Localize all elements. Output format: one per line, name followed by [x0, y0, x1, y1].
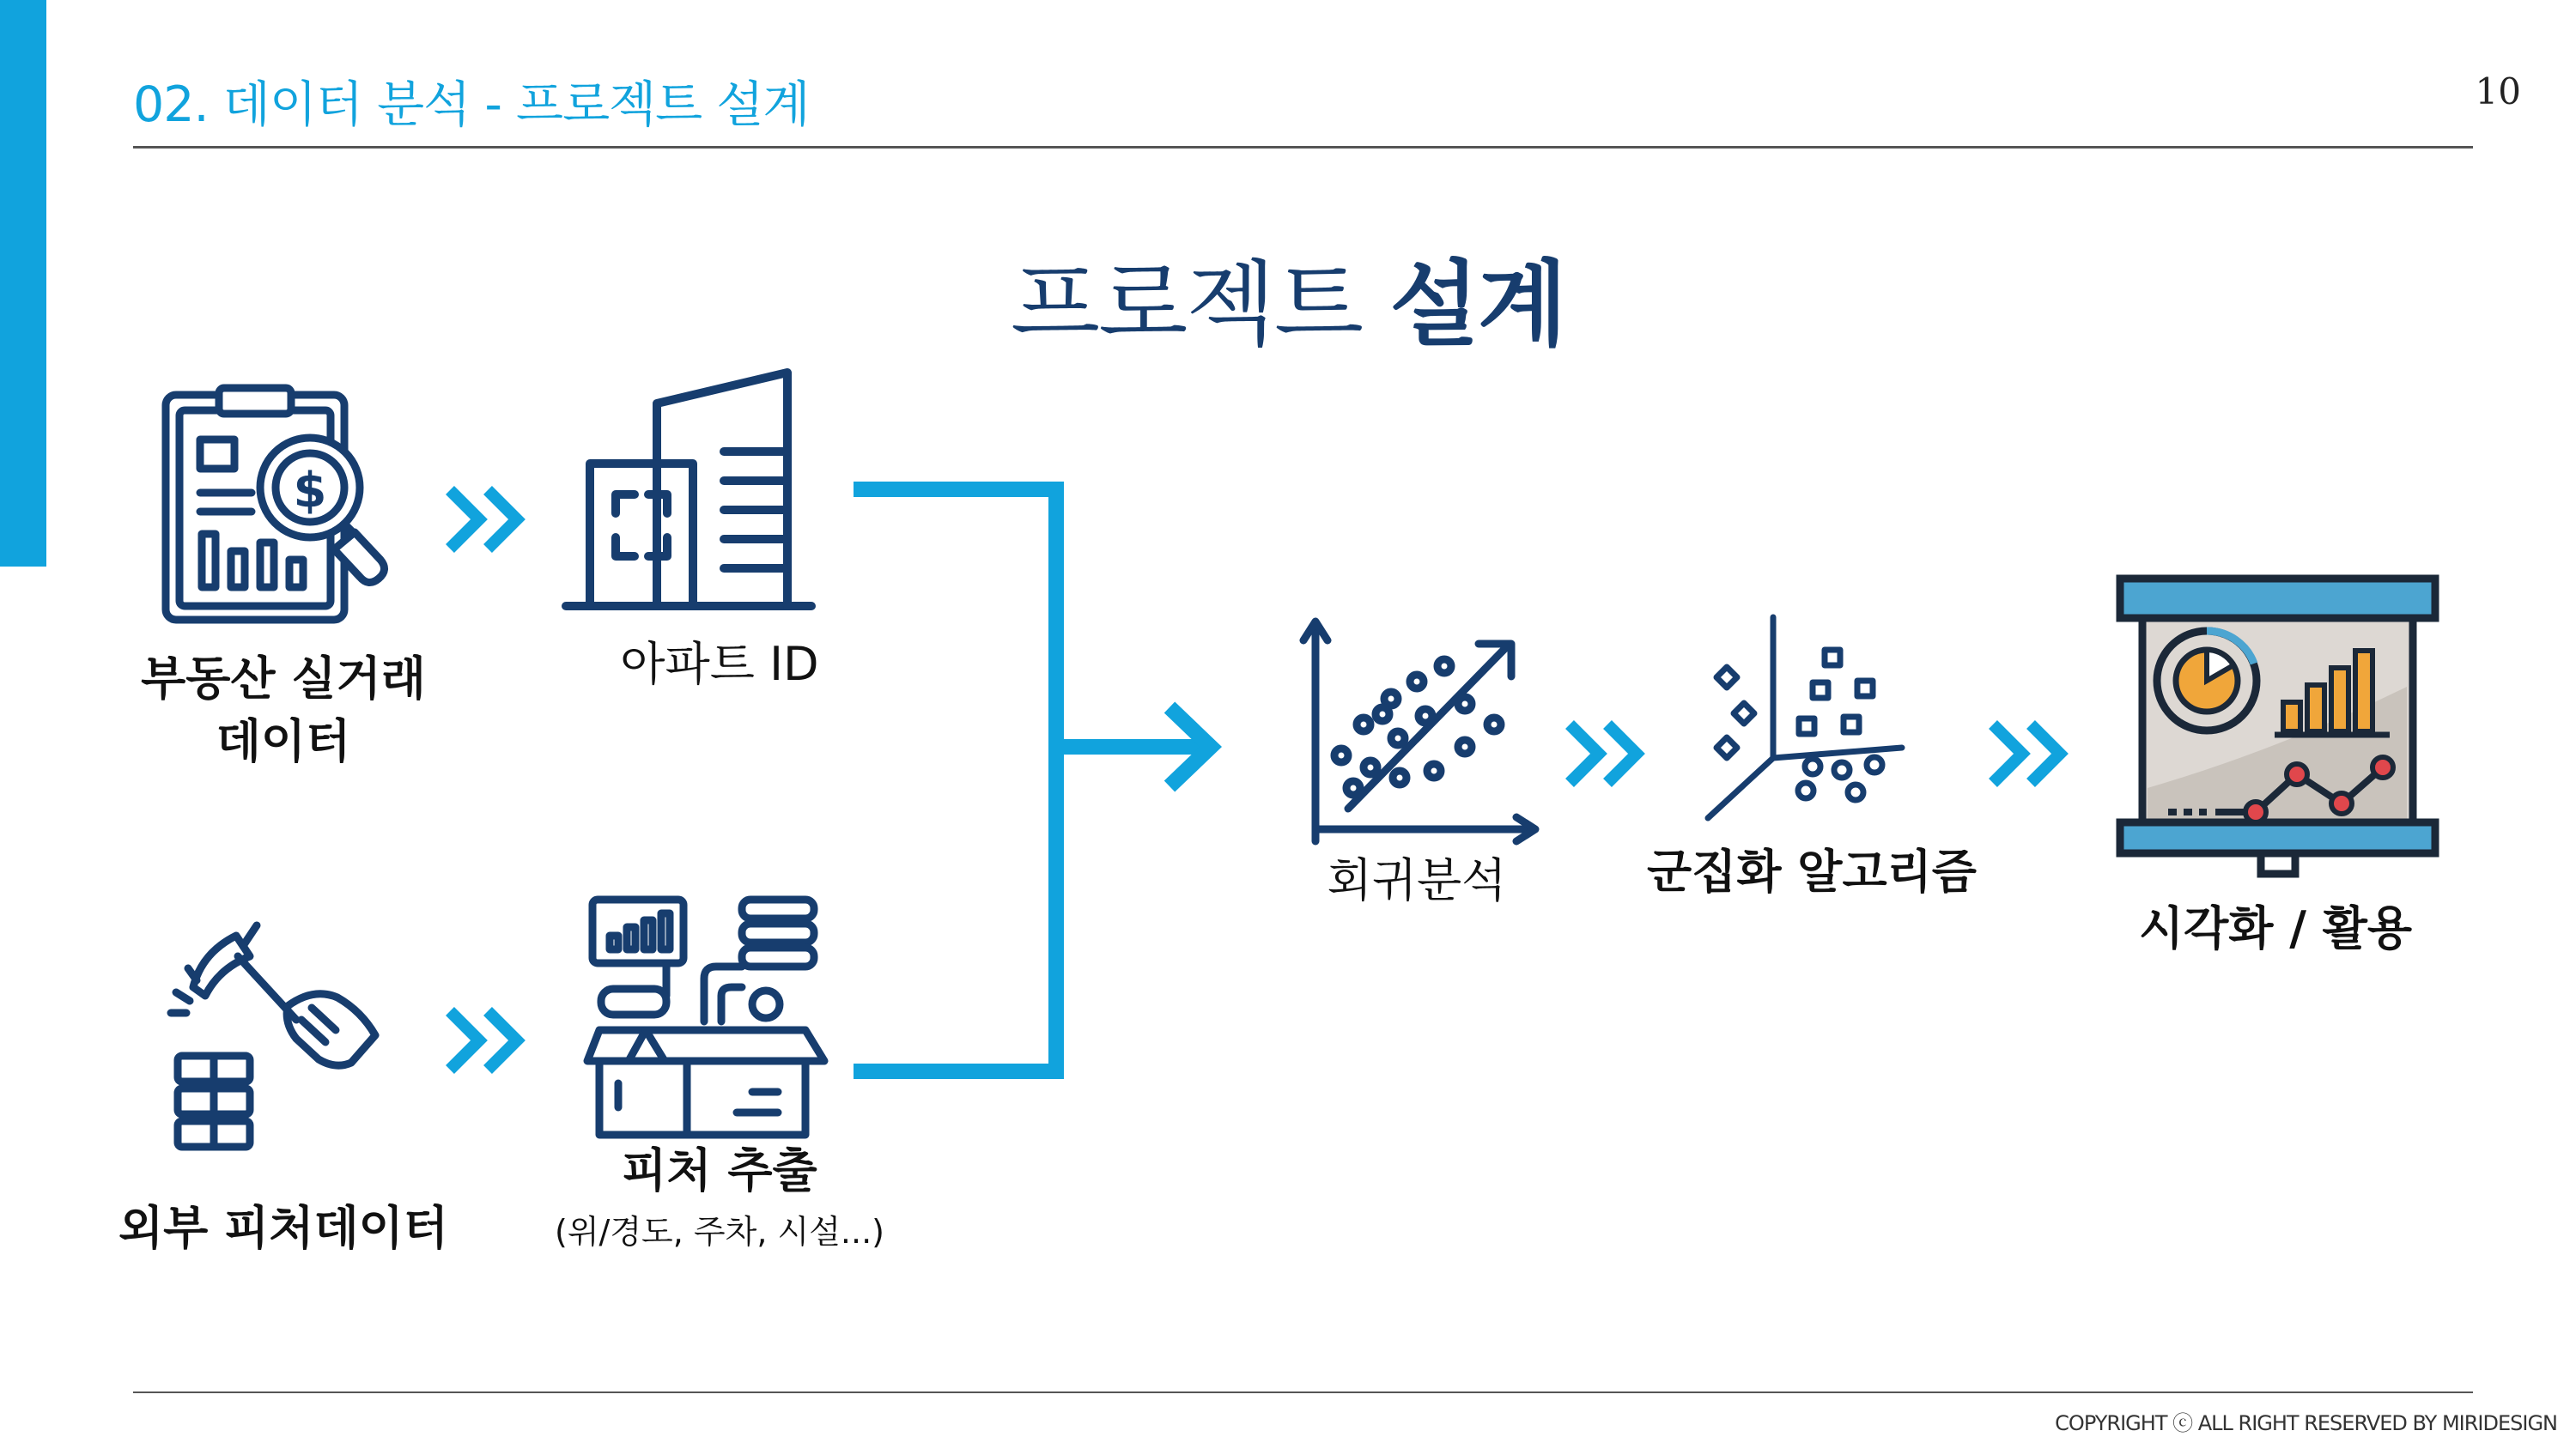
slide-title [0, 230, 2576, 363]
svg-text:$: $ [293, 463, 327, 518]
header-divider [133, 146, 2473, 149]
regression-icon [1297, 609, 1546, 850]
external-feature-label: 외부 피처데이터 [118, 1201, 448, 1255]
double-chevron-icon [445, 1006, 531, 1075]
report-search-icon [159, 388, 408, 628]
building-icon [562, 369, 820, 614]
footer-divider [133, 1391, 2473, 1393]
double-chevron-icon [1564, 719, 1650, 788]
double-chevron-icon [1988, 719, 2074, 788]
apartment-id-label: 아파트 ID [620, 637, 819, 691]
copyright: COPYRIGHT ⓒ ALL RIGHT RESERVED BY MIRIDESIGN [2055, 1411, 2557, 1435]
section-title: 02. 데이터 분석 - 프로젝트 설계 [133, 76, 810, 133]
merge-connector-arrow [850, 479, 1236, 1080]
regression-label: 회귀분석 [1327, 853, 1507, 907]
real-estate-label: 부동산 실거래 데이터 [141, 652, 426, 768]
presentation-board-icon [2117, 573, 2439, 882]
visualization-label: 시각화 / 활용 [2138, 901, 2413, 955]
slide-title-bold: 설계 [1389, 252, 1566, 359]
feature-extract-label: 피처 추출 [622, 1143, 817, 1197]
clustering-label: 군집화 알고리즘 [1647, 845, 1977, 899]
double-chevron-icon [445, 485, 531, 554]
clustering-icon [1704, 614, 1906, 824]
feature-extract-sub: (위/경도, 주차, 시설...) [555, 1213, 884, 1251]
slide-title-normal: 프로젝트 [1010, 252, 1363, 359]
page-number: 10 [2475, 70, 2521, 112]
feature-box-icon [584, 893, 829, 1142]
data-mining-icon [167, 919, 399, 1155]
